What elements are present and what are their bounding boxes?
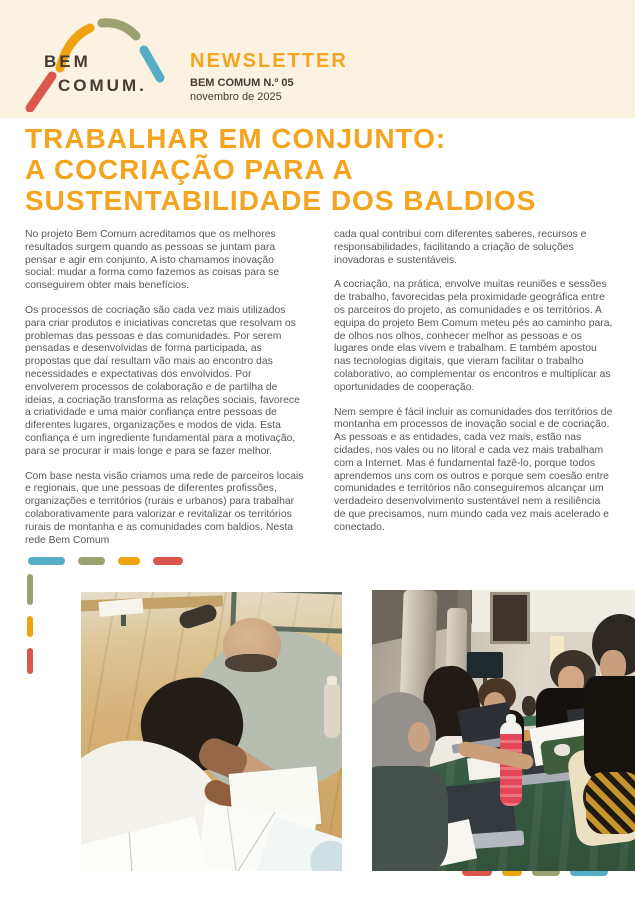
page-title-line-3: SUSTENTABILIDADE DOS BALDIOS [25, 185, 537, 216]
dash-yellow-icon [27, 616, 33, 637]
pencil-case-print [554, 744, 570, 756]
masthead [0, 0, 635, 118]
woman-black-top [584, 676, 635, 778]
woman-face [408, 722, 430, 752]
newsletter-label: NEWSLETTER [190, 50, 348, 72]
photo-team-working-laptops [372, 590, 635, 871]
article-column-left [25, 229, 304, 559]
page-title-line-1: TRABALHAR EM CONJUNTO: [25, 123, 447, 154]
bottle-cap [327, 676, 337, 685]
paragraph: No projeto Bem Comum acreditamos que os melhores resultados surgem quando as pessoas se juntam para pensar e agir em conjunto. A isto chamamos inovação social: mudar a forma como fazemos as coisas para se conseguirem obter mais benefícios. [25, 229, 280, 292]
logo-text-comum: COMUM. [58, 76, 147, 95]
background-person [522, 696, 536, 716]
tv-screen [467, 652, 503, 678]
article-body [25, 229, 613, 559]
dash-olive-icon [27, 574, 33, 605]
bottle-cap [506, 714, 516, 724]
woman-teal-cardigan [372, 766, 448, 871]
paragraph: Nem sempre é fácil incluir as comunidades dos territórios de montanha em processos de inovação social e de cocriação. As pessoas e as entidades, cada vez mais, estão nas cidades, nos vales ou no litoral e cada vez mais trabalham com a Internet. Mas é fundamental fazê-lo, porque todos aprendemos uns com os outros e porque sem coesão entre comunidades e territórios não conseguiremos alcançar um verdadeiro desenvolvimento sustentável nem a resiliência de que precisamos, num mundo cada vez mais acelerado e conectado. [334, 406, 613, 533]
dash-red-icon [27, 648, 33, 674]
paragraph: Os processos de cocriação são cada vez mais utilizados para criar produtos e iniciativas concretas que resolvam os problemas das pessoas e das comunidades. Por serem pensadas e desenvolvidas de forma participada, as propostas que daí resultam vão mais ao encontro das necessidades e expectativas dos envolvidos. Por envolverem processos de colaboração e de partilha de ideias, a cocriação transforma as relações sociais, favorece a criatividade e uma maior confiança entre pessoas de diferentes lugares, organizações e modos de vida. Esta confiança é um ingrediente fundamental para a motivação, para se procurar ir mais longe e para se fazer melhor. [25, 304, 300, 457]
man-right-beard [225, 654, 277, 672]
page-title-line-2: A COCRIAÇÃO PARA A [25, 154, 354, 185]
photo-men-studying-maps [81, 592, 342, 871]
dash-yellow-icon [118, 557, 140, 565]
dash-olive-icon [78, 557, 105, 565]
issue-number: BEM COMUM N.º 05 [190, 77, 294, 89]
wall-painting [490, 592, 530, 644]
dash-column-left [27, 574, 33, 674]
bem-comum-logo [22, 10, 177, 112]
water-bottle [324, 682, 340, 738]
dash-blue-icon [28, 557, 65, 565]
patterned-skirt [586, 772, 635, 834]
issue-date: novembro de 2025 [190, 91, 282, 103]
dash-row-top [28, 557, 183, 565]
masthead-titles [190, 50, 348, 103]
page-title [25, 123, 536, 216]
article-column-right [334, 229, 613, 559]
paragraph: A cocriação, na prática, envolve muitas reuniões e sessões de trabalho, favorecidas pela proximidade geográfica entre os parceiros do projeto, as comunidades e os territórios. A equipa do projeto Bem Comum meteu pés ao caminho para, de olhos nos olhos, conhecer melhor as pessoas e os lugares onde elas vivem e trabalham. E também apostou nas tecnologias digitais, que vieram facilitar o trabalho colaborativo, ao complementar os encontros e multiplicar as oportunidades de cooperação. [334, 279, 613, 393]
dash-red-icon [153, 557, 183, 565]
logo-text-bem: BEM [44, 52, 91, 71]
paragraph: cada qual contribui com diferentes saberes, recursos e responsabilidades, facilitando a criação de soluções inovadoras e sustentáveis. [334, 229, 587, 266]
paragraph: Com base nesta visão criamos uma rede de parceiros locais e regionais, que une pessoas de diferentes profissões, organizações e territórios (rurais e urbanos) para trabalhar colaborativamente para valorizar e revitalizar os territórios rurais de montanha e as comunidades com baldios. Nesta rede Bem Comum [25, 470, 304, 546]
